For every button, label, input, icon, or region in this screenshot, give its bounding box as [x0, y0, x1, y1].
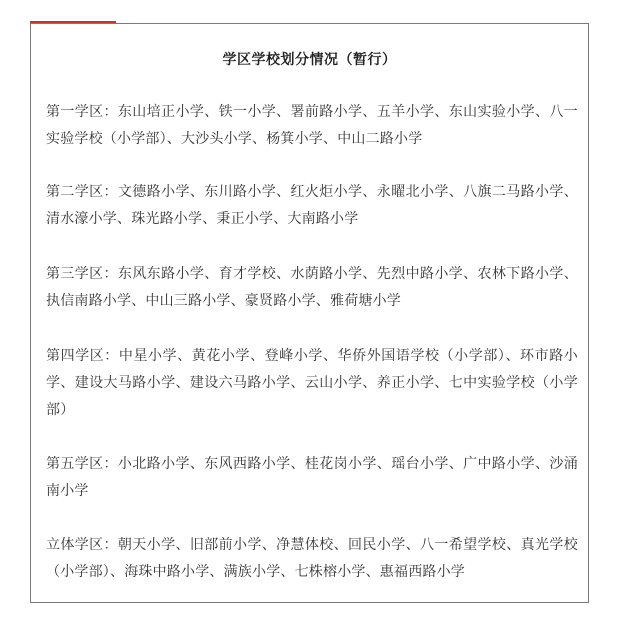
district-4-text: 第四学区：中星小学、黄花小学、登峰小学、华侨外国语学校（小学部）、环市路小学、建设大马路小学、建设六马路小学、云山小学、养正小学、七中实验学校（小学部） [46, 348, 578, 418]
district-3d-text: 立体学区：朝天小学、旧部前小学、净慧体校、回民小学、八一希望学校、真光学校（小学部）、海珠中路小学、满族小学、七株榕小学、惠福西路小学 [46, 537, 578, 580]
district-5-text: 第五学区：小北路小学、东风西路小学、桂花岗小学、瑶台小学、广中路小学、沙涌南小学 [46, 456, 578, 499]
district-1-text: 第一学区：东山培正小学、铁一小学、署前路小学、五羊小学、东山实验小学、八一实验学校（小学部）、大沙头小学、杨箕小学、中山二路小学 [46, 104, 578, 147]
page-title: 学区学校划分情况（暂行） [222, 52, 397, 68]
district-2-text: 第二学区：文德路小学、东川路小学、红火炬小学、永曜北小学、八旗二马路小学、清水濠小学、珠光路小学、秉正小学、大南路小学 [46, 184, 578, 227]
district-3-text: 第三学区：东风东路小学、育才学校、水荫路小学、先烈中路小学、农林下路小学、执信南路小学、中山三路小学、豪贤路小学、雅荷塘小学 [46, 266, 578, 309]
